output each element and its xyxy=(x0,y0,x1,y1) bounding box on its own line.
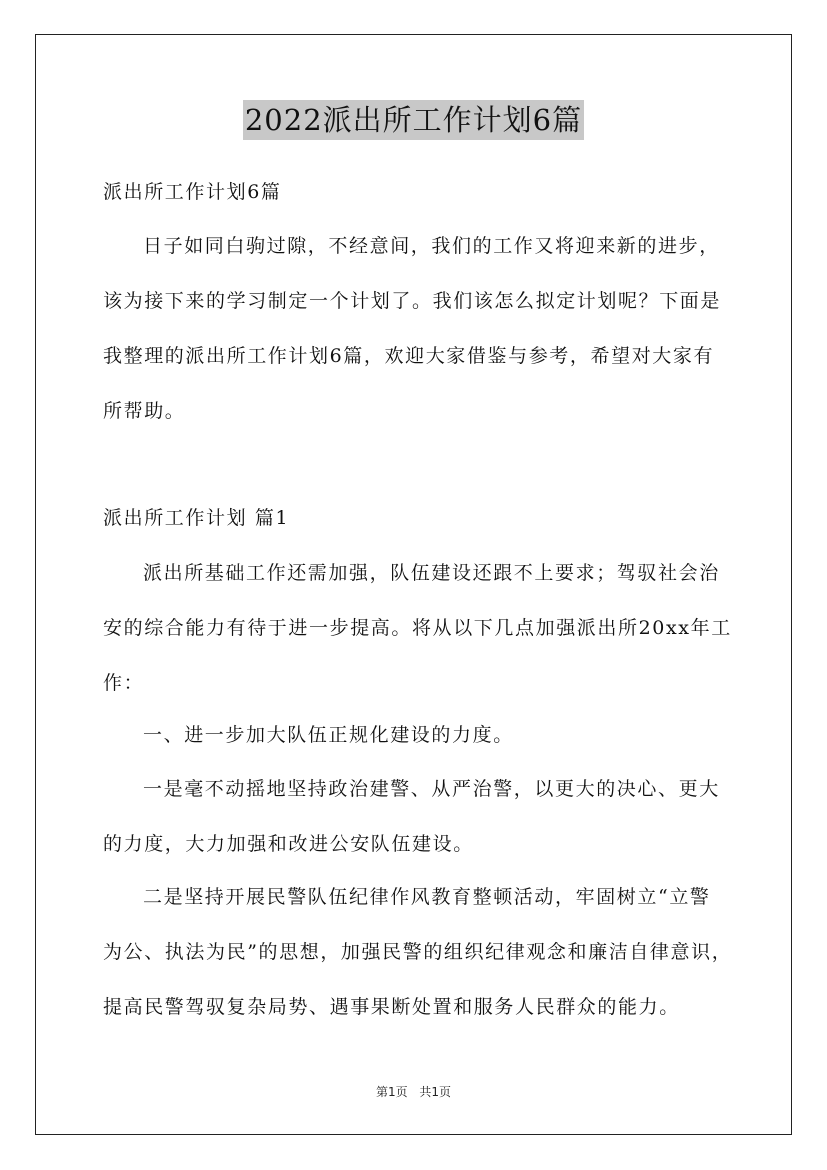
paragraph-line: 一是毫不动摇地坚持政治建警、从严治警，以更大的决心、更大 xyxy=(143,778,720,800)
intro-line: 我整理的派出所工作计划6篇，欢迎大家借鉴与参考，希望对大家有 xyxy=(103,345,715,367)
page-total: 共1页 xyxy=(419,1085,452,1099)
document-subtitle-block xyxy=(103,165,723,220)
intro-line: 该为接下来的学习制定一个计划了。我们该怎么拟定计划呢？下面是 xyxy=(103,290,722,312)
paragraph-line: 作： xyxy=(103,672,145,694)
paragraph-line: 派出所基础工作还需加强，队伍建设还跟不上要求；驾驭社会治 xyxy=(143,562,720,584)
title-container xyxy=(0,100,827,140)
point-heading: 一、进一步加大队伍正规化建设的力度。 xyxy=(143,724,514,746)
paragraph-line: 的力度，大力加强和改进公安队伍建设。 xyxy=(103,833,474,855)
document-title: 2022派出所工作计划6篇 xyxy=(243,100,584,140)
section1-paragraph-1 xyxy=(103,546,732,711)
section1-heading-block xyxy=(103,491,723,546)
paragraph-line: 二是坚持开展民警队伍纪律作风教育整顿活动，牢固树立“立警 xyxy=(143,886,711,908)
document-subtitle: 派出所工作计划6篇 xyxy=(103,181,282,203)
page-footer xyxy=(0,1083,827,1100)
paragraph-line: 为公、执法为民”的思想，加强民警的组织纪律观念和廉洁自律意识， xyxy=(103,941,733,963)
section1-paragraph-3 xyxy=(103,870,733,1035)
section-heading: 派出所工作计划 篇1 xyxy=(103,507,290,529)
section1-point-1 xyxy=(103,708,723,763)
page-number: 第1页 xyxy=(375,1085,408,1099)
intro-paragraph xyxy=(103,219,723,439)
intro-line: 日子如同白驹过隙，不经意间，我们的工作又将迎来新的进步， xyxy=(143,235,720,257)
intro-line: 所帮助。 xyxy=(103,400,186,422)
paragraph-line: 安的综合能力有待于进一步提高。将从以下几点加强派出所20xx年工 xyxy=(103,617,732,639)
paragraph-line: 提高民警驾驭复杂局势、遇事果断处置和服务人民群众的能力。 xyxy=(103,996,680,1018)
section1-paragraph-2 xyxy=(103,762,723,872)
